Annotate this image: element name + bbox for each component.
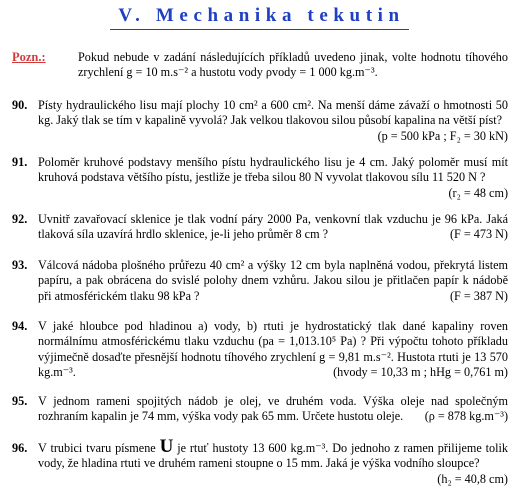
letter-u: U	[159, 436, 174, 457]
problem-answer: (h₂ = 40,8 cm)	[437, 471, 508, 486]
chapter-title-text: V. Mechanika tekutin	[110, 4, 408, 30]
problem-94	[12, 319, 508, 381]
problem-answer: (p = 500 kPa ; F₂ = 30 kN)	[377, 128, 508, 143]
problem-text: Uvnitř zavařovací sklenice je tlak vodní páry 2000 Pa, venkovní tlak vzduchu je 96 kPa. Jaká tlaková síla uzavírá hrdlo sklenice, je-li jeho průměr 8 cm ? (F = 473 N)	[38, 212, 508, 242]
problem-number: 94.	[12, 319, 28, 333]
problem-number: 95.	[12, 394, 28, 408]
problem-text: V jaké hloubce pod hladinou a) vody, b) rtuti je hydrostatický tlak dané kapaliny roven normálnímu atmosférickému tlaku vzduchu (pa = 1,013.10⁵ Pa) ? Při výpočtu tohoto příkladu výjimečně dosaďte přesnější hodnotu tíhového zrychlení g = 9,81 m.s⁻². Hustota rtuti je 13 570 kg.m⁻³. (hvody = 10,33 m ; hHg = 0,761 m)	[38, 319, 508, 380]
problem-answer: (F = 387 N)	[450, 288, 508, 303]
problem-text: Písty hydraulického lisu mají plochy 10 cm² a 600 cm². Na menší dáme závaží o hmotnosti 50 kg. Jaký tlak se tím v kapalině vyvolá? Jak velkou tlakovou silou působí kapalina na větší píst? (p = 500 kPa ; F₂ = 30 kN)	[38, 98, 508, 143]
problem-answer: (r₂ = 48 cm)	[448, 185, 508, 200]
problem-number: 91.	[12, 155, 28, 169]
problem-number: 96.	[12, 441, 28, 455]
note	[12, 50, 508, 81]
problem-text: Válcová nádoba plošného průřezu 40 cm² a výšky 12 cm byla naplněná vodou, překrytá listem papíru, a pak obrácena do svislé polohy dnem vzhůru. Jakou silou je přitlačen papír k nádobě při atmosférickém tlaku 98 kPa ? (F = 387 N)	[38, 258, 508, 303]
problem-answer: (ρ = 878 kg.m⁻³)	[424, 409, 508, 424]
problem-text: V jednom rameni spojitých nádob je olej, ve druhém voda. Výška oleje nad společným rozhraním kapalin je 74 mm, výška vody pak 65 mm. Určete hustotu oleje. (ρ = 878 kg.m⁻³)	[38, 394, 508, 424]
problem-92	[12, 212, 508, 243]
problem-90	[12, 98, 508, 144]
problem-text: Poloměr kruhové podstavy menšího pístu hydraulického lisu je 4 cm. Jaký poloměr musí mít kruhová podstava většího pístu, jestliže je třeba silou 80 N vyvolat tlakovou sílu 11 520 N ? (r₂ = 48 cm)	[38, 155, 508, 200]
problem-answer: (F = 473 N)	[450, 227, 508, 242]
problem-number: 93.	[12, 258, 28, 272]
chapter-title	[0, 4, 519, 30]
problem-number: 92.	[12, 212, 28, 226]
note-label: Pozn.:	[12, 50, 46, 64]
problem-96	[12, 436, 508, 487]
problem-number: 90.	[12, 98, 28, 112]
problem-95	[12, 394, 508, 425]
problem-93	[12, 258, 508, 304]
problem-91	[12, 155, 508, 201]
problem-answer: (hvody = 10,33 m ; hHg = 0,761 m)	[333, 365, 508, 380]
problem-text: V trubici tvaru písmene U je rtuť hustoty 13 600 kg.m⁻³. Do jednoho z ramen přilijeme tolik vody, že hladina rtuti ve druhém rameni stoupne o 15 mm. Jaká je výška vodního sloupce? (h₂ = 40,8 cm)	[38, 436, 508, 486]
note-text: Pokud nebude v zadání následujících příkladů uvedeno jinak, volte hodnotu tíhového zrychlení g = 10 m.s⁻² a hustotu vody ρvody = 1 000 kg.m⁻³.	[78, 50, 508, 80]
